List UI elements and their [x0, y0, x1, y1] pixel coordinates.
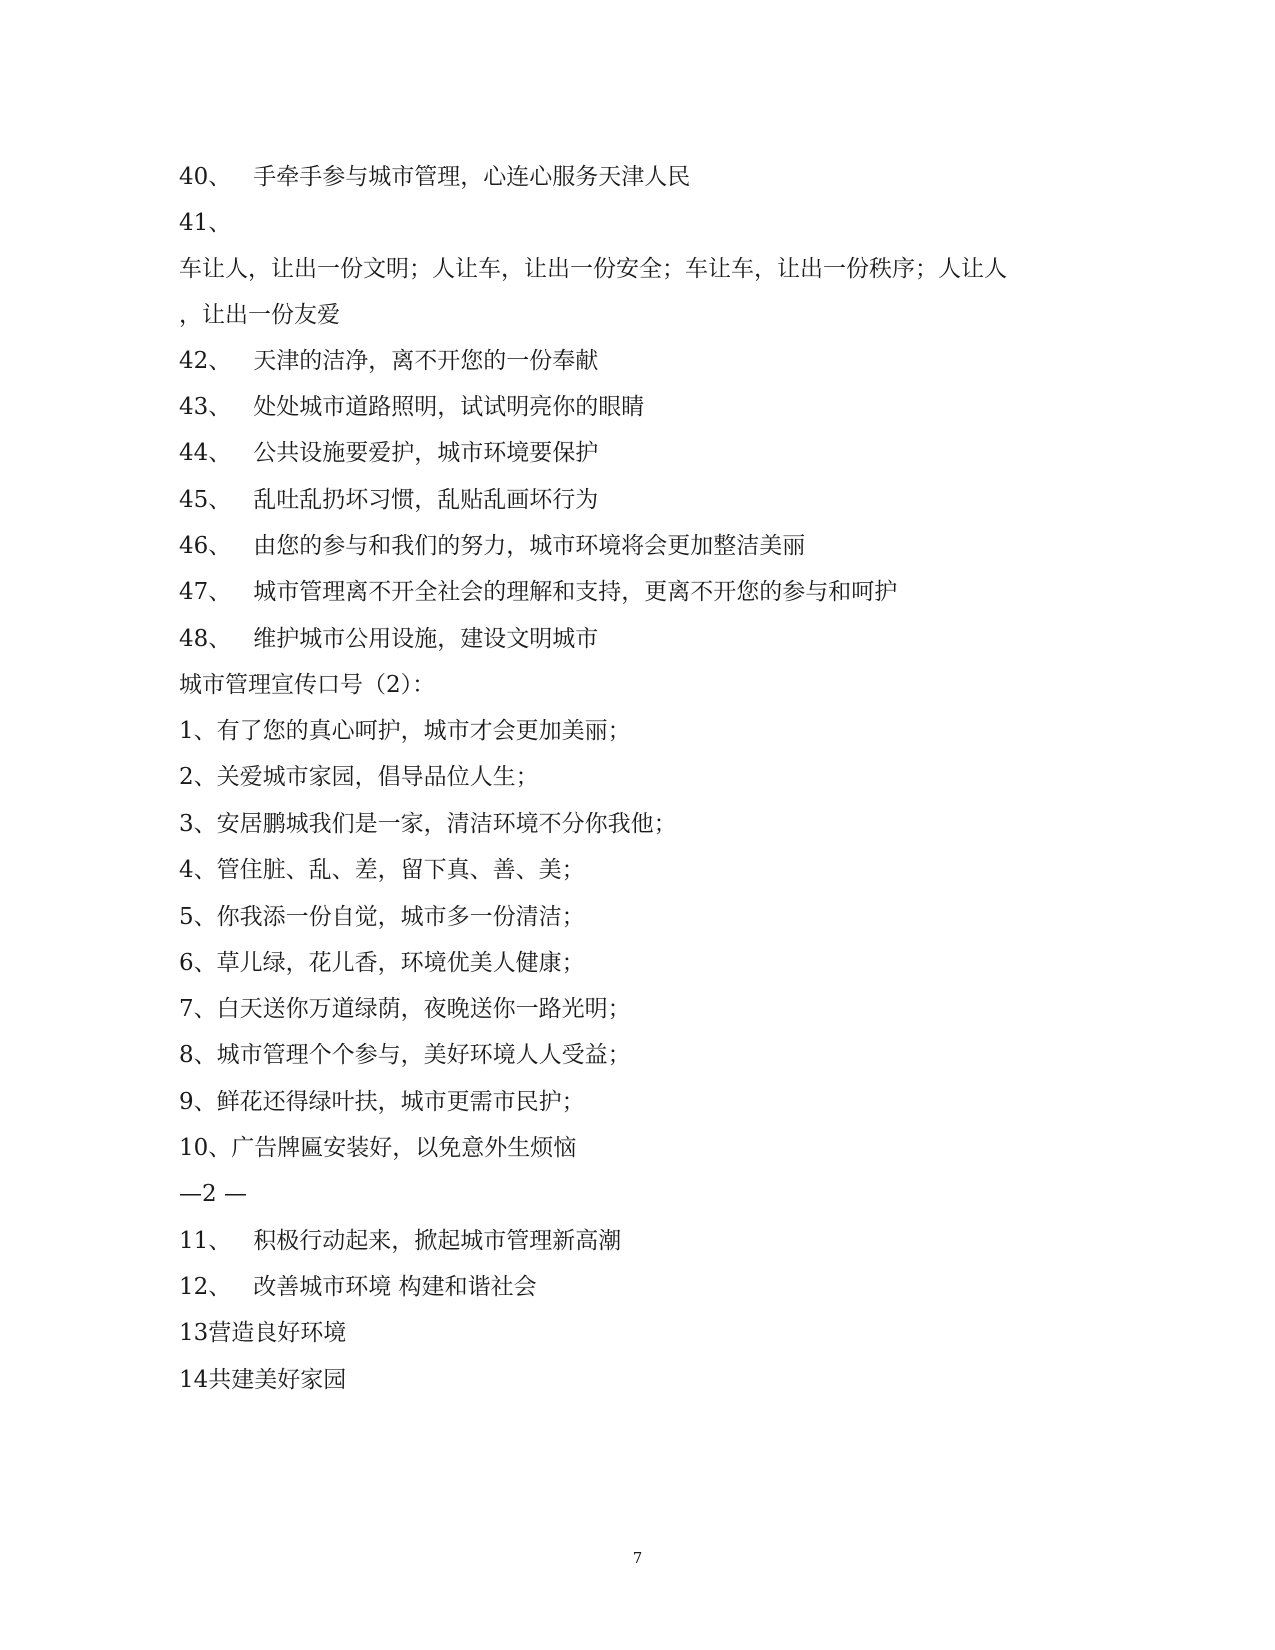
- line-number: 12、: [179, 1274, 232, 1300]
- slogan-line: [179, 1318, 346, 1348]
- slogan-line: [179, 485, 598, 515]
- line-text: 7、白天送你万道绿荫，夜晚送你一路光明；: [179, 996, 631, 1022]
- line-text: 10、广告牌匾安装好，以免意外生烦恼: [179, 1135, 577, 1161]
- slogan-line: [179, 994, 631, 1024]
- slogan-line: [179, 162, 690, 192]
- slogan-line: [179, 254, 1007, 284]
- line-text: 天津的洁净，离不开您的一份奉献: [253, 348, 599, 374]
- slogan-line: [179, 1087, 585, 1117]
- line-text: 乱吐乱扔坏习惯，乱贴乱画坏行为: [253, 487, 599, 513]
- line-text: 9、鲜花还得绿叶扶，城市更需市民护；: [179, 1089, 585, 1115]
- slogan-line: [179, 1226, 621, 1256]
- line-text: 6、草儿绿，花儿香，环境优美人健康；: [179, 950, 585, 976]
- slogan-line: [179, 577, 897, 607]
- line-text: 2、关爱城市家园，倡导品位人生；: [179, 764, 539, 790]
- inner-page-marker: [179, 1179, 247, 1209]
- line-number: 44、: [179, 440, 232, 466]
- line-number: 48、: [179, 626, 232, 652]
- line-number: 47、: [179, 579, 232, 605]
- slogan-line: [179, 948, 585, 978]
- slogan-line: [179, 855, 585, 885]
- line-text: 公共设施要爱护，城市环境要保护: [253, 440, 599, 466]
- line-text: 1、有了您的真心呵护，城市才会更加美丽；: [179, 718, 631, 744]
- slogan-line: [179, 809, 677, 839]
- line-text: —2 —: [179, 1181, 247, 1207]
- line-text: 3、安居鹏城我们是一家，清洁环境不分你我他；: [179, 811, 677, 837]
- slogan-line: [179, 531, 805, 561]
- line-number: 42、: [179, 348, 232, 374]
- line-text: 城市管理离不开全社会的理解和支持，更离不开您的参与和呵护: [253, 579, 898, 605]
- line-text: 13营造良好环境: [179, 1320, 347, 1346]
- slogan-line: [179, 300, 340, 330]
- line-text: 手牵手参与城市管理，心连心服务天津人民: [253, 164, 691, 190]
- line-text: 14共建美好家园: [179, 1367, 347, 1393]
- slogan-line: [179, 1272, 537, 1302]
- slogan-line: [179, 762, 539, 792]
- line-text: 城市管理宣传口号（2）：: [179, 672, 436, 698]
- slogan-line: [179, 346, 598, 376]
- slogan-line: [179, 902, 585, 932]
- line-number: 41、: [179, 210, 232, 236]
- page-number: 7: [632, 1549, 643, 1567]
- slogan-line: [179, 392, 644, 422]
- slogan-line: [179, 208, 231, 238]
- line-number: 40、: [179, 164, 232, 190]
- slogan-line: [179, 624, 598, 654]
- slogan-line: [179, 716, 631, 746]
- line-text: 积极行动起来，掀起城市管理新高潮: [253, 1228, 622, 1254]
- line-text: 改善城市环境 构建和谐社会: [253, 1274, 537, 1300]
- line-text: 5、你我添一份自觉，城市多一份清洁；: [179, 904, 585, 930]
- slogan-line: [179, 1133, 576, 1163]
- line-text: 维护城市公用设施，建设文明城市: [253, 626, 599, 652]
- slogan-line: [179, 1040, 631, 1070]
- line-number: 46、: [179, 533, 232, 559]
- slogan-line: [179, 438, 598, 468]
- section-heading: [179, 670, 435, 700]
- line-number: 43、: [179, 394, 232, 420]
- line-text: 8、城市管理个个参与，美好环境人人受益；: [179, 1042, 631, 1068]
- line-number: 45、: [179, 487, 232, 513]
- line-text: 车让人，让出一份文明；人让车，让出一份安全；车让车，让出一份秩序；人让人: [179, 256, 1007, 282]
- line-text: 4、管住脏、乱、差，留下真、善、美；: [179, 857, 585, 883]
- slogan-line: [179, 1365, 346, 1395]
- line-text: 由您的参与和我们的努力，城市环境将会更加整洁美丽: [253, 533, 806, 559]
- line-text: 处处城市道路照明，试试明亮你的眼睛: [253, 394, 645, 420]
- line-text: ，让出一份友爱: [179, 302, 340, 328]
- line-number: 11、: [179, 1228, 232, 1254]
